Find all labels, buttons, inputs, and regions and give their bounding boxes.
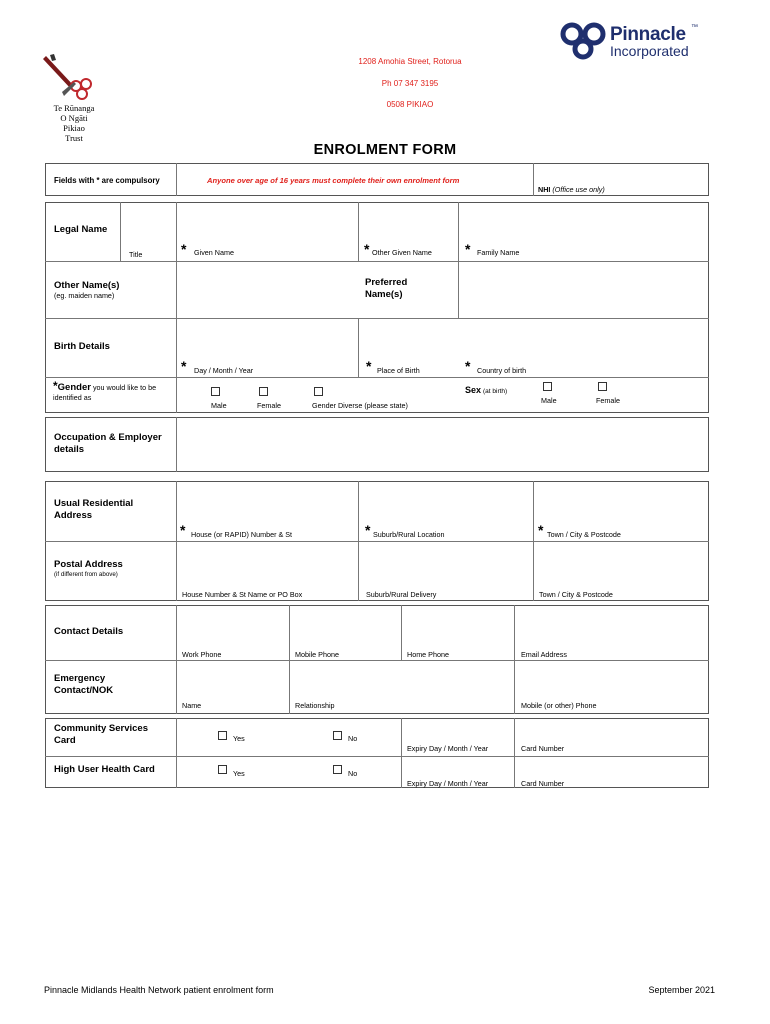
header-address: 1208 Amohia Street, Rotorua	[358, 57, 462, 66]
csc-label: Community Services Card	[54, 723, 148, 746]
other-names-label: Other Name(s)	[54, 280, 120, 291]
csc-no-checkbox[interactable]	[333, 731, 342, 740]
huhc-label: High User Health Card	[54, 764, 155, 775]
gender-female-checkbox[interactable]	[259, 387, 268, 396]
trust-emblem-icon	[40, 52, 100, 104]
huhc-no-checkbox[interactable]	[333, 765, 342, 774]
form-title: ENROLMENT FORM	[313, 142, 457, 158]
preferred-names-label: Preferred Name(s)	[365, 277, 408, 300]
header-freephone: 0508 PIKIAO	[386, 100, 434, 109]
required-star: *	[181, 358, 187, 374]
place-of-birth-label: Place of Birth	[377, 366, 420, 375]
email-label: Email Address	[521, 650, 567, 659]
trust-logo	[40, 52, 100, 104]
huhc-no-label: No	[348, 769, 358, 778]
csc-card-number-label: Card Number	[521, 744, 565, 753]
trust-name: Te Rūnanga O Ngāti Pikiao Trust	[53, 103, 95, 143]
csc-yes-label: Yes	[233, 734, 245, 743]
preferred-names-field[interactable]	[459, 262, 708, 317]
huhc-yes-label: Yes	[233, 769, 245, 778]
postal-house-label: House Number & St Name or PO Box	[182, 590, 303, 599]
gender-female-label: Female	[257, 401, 281, 410]
sex-label: Sex (at birth)	[465, 385, 508, 395]
nhi-note: (Office use only)	[552, 185, 605, 194]
other-names-sub: (eg. maiden name)	[54, 291, 115, 300]
csc-yes-checkbox[interactable]	[218, 731, 227, 740]
pinnacle-flower-icon	[560, 22, 608, 60]
postal-address-label: Postal Address	[54, 559, 123, 570]
postal-address-sub: (if different from above)	[54, 571, 118, 578]
brand-name: Pinnacle	[610, 24, 686, 45]
sex-male-label: Male	[541, 396, 557, 405]
occupation-field[interactable]	[177, 418, 708, 471]
age-note: Anyone over age of 16 years must complete their own enrolment form	[207, 176, 460, 185]
sex-female-label: Female	[596, 396, 620, 405]
compulsory-note: Fields with * are compulsory	[54, 176, 160, 185]
required-star: *	[365, 522, 371, 538]
emergency-relationship-label: Relationship	[295, 701, 335, 710]
required-star: *	[364, 241, 370, 257]
birth-details-label: Birth Details	[54, 341, 110, 352]
work-phone-label: Work Phone	[182, 650, 222, 659]
emergency-phone-label: Mobile (or other) Phone	[521, 701, 597, 710]
occupation-label: Occupation & Employer details	[54, 432, 162, 455]
footer-left: Pinnacle Midlands Health Network patient enrolment form	[44, 985, 274, 995]
gender-diverse-checkbox[interactable]	[314, 387, 323, 396]
required-star: *	[465, 241, 471, 257]
residential-suburb-label: Suburb/Rural Location	[373, 530, 445, 539]
legal-name-label: Legal Name	[54, 224, 108, 235]
other-given-name-label: Other Given Name	[372, 248, 432, 257]
required-star: *	[180, 522, 186, 538]
csc-expiry-label: Expiry Day / Month / Year	[407, 744, 489, 753]
footer-right: September 2021	[648, 985, 715, 995]
brand-tm: ™	[691, 24, 698, 31]
gender-male-label: Male	[211, 401, 227, 410]
sex-male-checkbox[interactable]	[543, 382, 552, 391]
family-name-label: Family Name	[477, 248, 520, 257]
given-name-label: Given Name	[194, 248, 234, 257]
huhc-expiry-label: Expiry Day / Month / Year	[407, 779, 489, 788]
title-label: Title	[129, 250, 143, 259]
huhc-card-number-label: Card Number	[521, 779, 565, 788]
nhi-label: NHI	[538, 185, 551, 194]
emergency-contact-label: Emergency Contact/NOK	[54, 673, 114, 696]
postal-suburb-label: Suburb/Rural Delivery	[366, 590, 437, 599]
mobile-phone-label: Mobile Phone	[295, 650, 339, 659]
required-star: *	[465, 358, 471, 374]
country-of-birth-label: Country of birth	[477, 366, 527, 375]
gender-label: *Gender you would like to be identified as	[53, 379, 157, 402]
nhi-field[interactable]	[538, 185, 605, 194]
emergency-name-label: Name	[182, 701, 202, 710]
gender-diverse-label: Gender Diverse (please state)	[312, 401, 408, 410]
gender-male-checkbox[interactable]	[211, 387, 220, 396]
header-phone: Ph 07 347 3195	[381, 79, 439, 88]
home-phone-label: Home Phone	[407, 650, 449, 659]
residential-address-label: Usual Residential Address	[54, 498, 134, 521]
pinnacle-logo	[560, 22, 710, 62]
postal-town-label: Town / City & Postcode	[539, 590, 613, 599]
residential-house-label: House (or RAPID) Number & St	[191, 530, 293, 539]
huhc-yes-checkbox[interactable]	[218, 765, 227, 774]
required-star: *	[366, 358, 372, 374]
contact-details-label: Contact Details	[54, 626, 124, 637]
required-star: *	[538, 522, 544, 538]
csc-no-label: No	[348, 734, 358, 743]
sex-female-checkbox[interactable]	[598, 382, 607, 391]
brand-sub: Incorporated	[610, 43, 689, 59]
required-star: *	[181, 241, 187, 257]
other-names-field[interactable]	[177, 262, 357, 317]
dob-label: Day / Month / Year	[194, 366, 254, 375]
residential-town-label: Town / City & Postcode	[547, 530, 621, 539]
